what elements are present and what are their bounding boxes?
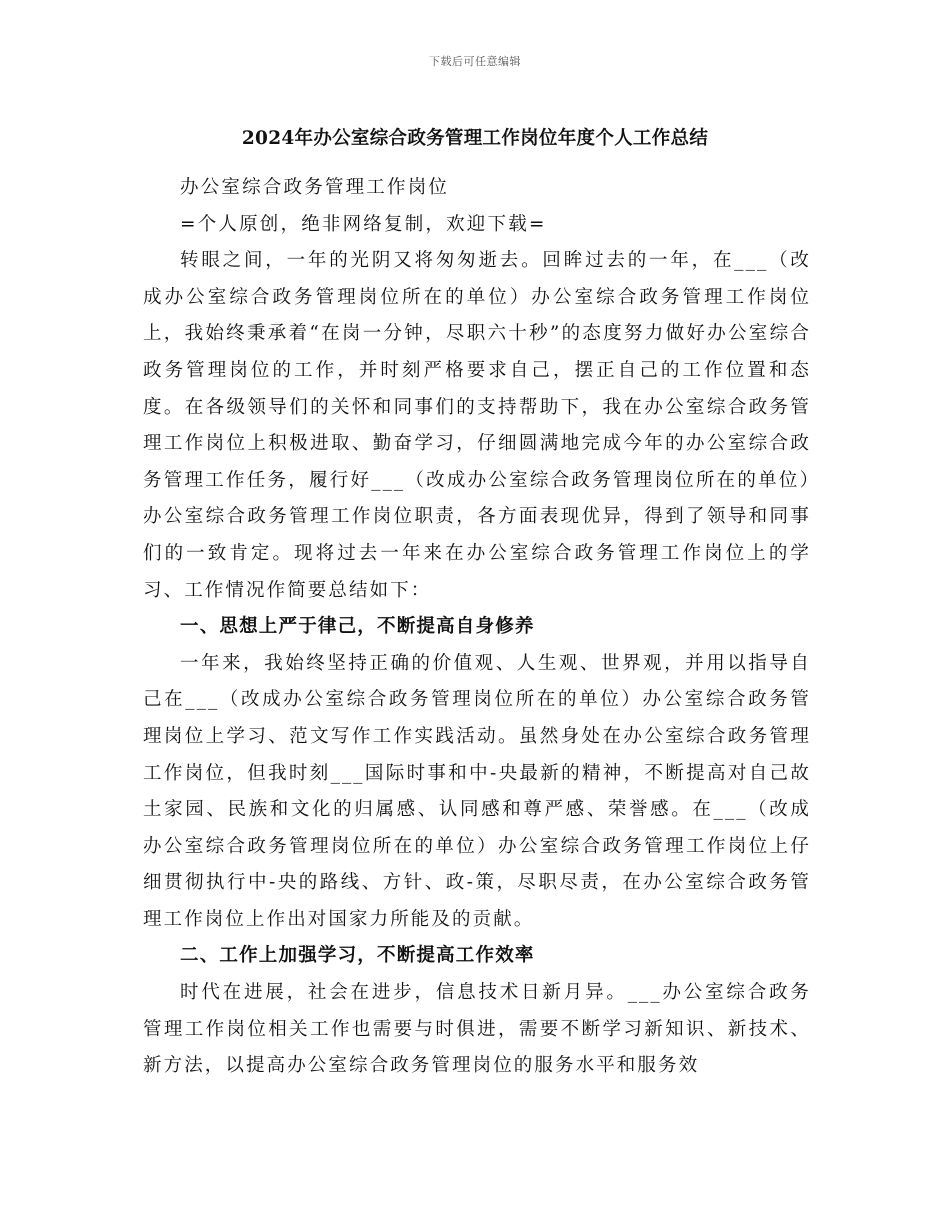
intro-paragraph: 转眼之间，一年的光阴又将匆匆逝去。回眸过去的一年，在___（改成办公室综合政务管理岗位所在的单位）办公室综合政务管理工作岗位上，我始终秉承着“在岗一分钟，尽职六十秒”的态度努力做好办公室综合政务管理岗位的工作，并时刻严格要求自己，摆正自己的工作位置和态度。在各级领导们的关怀和同事们的支持帮助下，我在办公室综合政务管理工作岗位上积极进取、勤奋学习，仔细圆满地完成今年的办公室综合政务管理工作任务，履行好___（改成办公室综合政务管理岗位所在的单位）办公室综合政务管理工作岗位职责，各方面表现优异，得到了领导和同事们的一致肯定。现将过去一年来在办公室综合政务管理工作岗位上的学习、工作情况作简要总结如下：	[143, 250, 811, 601]
section-1-paragraph: 一年来，我始终坚持正确的价值观、人生观、世界观，并用以指导自己在___（改成办公室综合政务管理岗位所在的单位）办公室综合政务管理岗位上学习、范文写作工作实践活动。虽然身处在办公室综合政务管理工作岗位，但我时刻___国际时事和中-央最新的精神，不断提高对自己故土家园、民族和文化的归属感、认同感和尊严感、荣誉感。在___（改成办公室综合政务管理岗位所在的单位）办公室综合政务管理工作岗位上仔细贯彻执行中-央的路线、方针、政-策，尽职尽责，在办公室综合政务管理工作岗位上作出对国家力所能及的贡献。	[143, 652, 811, 930]
original-notice: =个人原创，绝非网络复制，欢迎下载=	[180, 213, 547, 235]
section-heading-2: 二、工作上加强学习，不断提高工作效率	[180, 945, 535, 967]
watermark-text: 下载后可任意编辑	[429, 55, 521, 68]
section-heading-1: 一、思想上严于律己，不断提高自身修养	[180, 616, 535, 638]
document-title: 2024年办公室综合政务管理工作岗位年度个人工作总结	[241, 128, 709, 149]
subtitle-line: 办公室综合政务管理工作岗位	[180, 177, 450, 198]
section-2-paragraph: 时代在进展，社会在进步，信息技术日新月异。___办公室综合政务管理工作岗位相关工作也需要与时俱进，需要不断学习新知识、新技术、新方法，以提高办公室综合政务管理岗位的服务水平和服务效	[143, 982, 811, 1077]
document-body	[143, 170, 811, 1085]
